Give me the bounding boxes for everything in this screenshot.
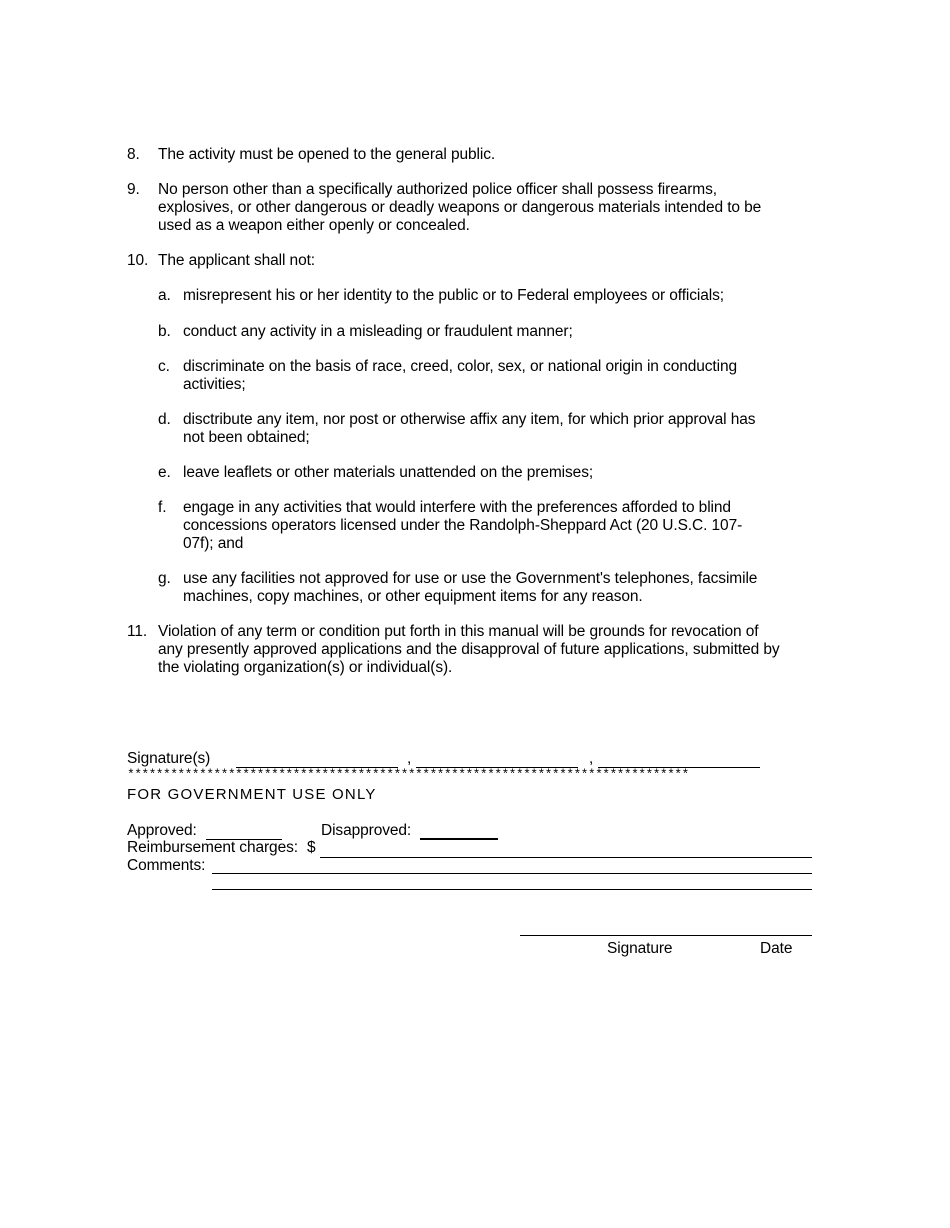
sub-item-letter: a. <box>158 287 171 304</box>
rule-item-9 <box>127 181 787 235</box>
sub-item-g <box>158 570 783 606</box>
comments-field-line-2[interactable] <box>212 889 812 890</box>
sub-item-letter: d. <box>158 411 171 428</box>
comments-label: Comments: <box>127 857 206 874</box>
reimbursement-field[interactable] <box>320 857 812 858</box>
currency-symbol: $ <box>307 839 316 856</box>
sub-item-text: conduct any activity in a misleading or fraudulent manner; <box>183 323 573 340</box>
rule-text: The activity must be opened to the general public. <box>158 146 496 163</box>
rule-number: 9. <box>127 181 140 198</box>
sub-item-b <box>158 323 808 341</box>
sub-item-text: discriminate on the basis of race, creed, color, sex, or national origin in conducting activities; <box>183 358 738 393</box>
signature-separator: , <box>589 750 594 767</box>
rule-text: Violation of any term or condition put forth in this manual will be grounds for revocation of any presently approved applications and the disapproval of future applications, submitted by the violating organization(s) or individual(s). <box>158 623 780 676</box>
signature-separator: , <box>407 750 412 767</box>
sub-item-d <box>158 411 768 447</box>
sub-item-a <box>158 287 808 305</box>
reimbursement-label: Reimbursement charges: <box>127 839 298 856</box>
sub-item-letter: b. <box>158 323 171 340</box>
government-use-heading: FOR GOVERNMENT USE ONLY <box>127 786 377 803</box>
rule-item-10 <box>127 252 807 270</box>
sub-item-e <box>158 464 808 482</box>
official-date-label: Date <box>760 940 793 957</box>
rule-item-8 <box>127 146 807 164</box>
sub-item-text: engage in any activities that would interfere with the preferences afforded to blind concessions operators licensed under the Randolph-Sheppard Act (20 U.S.C. 107-07f); and <box>183 499 743 552</box>
sub-item-letter: c. <box>158 358 170 375</box>
rule-text: The applicant shall not: <box>158 252 316 269</box>
sub-item-text: leave leaflets or other materials unattended on the premises; <box>183 464 594 481</box>
sub-item-letter: f. <box>158 499 167 516</box>
rule-number: 11. <box>127 623 148 640</box>
sub-item-c <box>158 358 768 394</box>
disapproved-label: Disapproved: <box>321 822 412 839</box>
sub-item-letter: e. <box>158 464 171 481</box>
official-signature-label: Signature <box>607 940 673 957</box>
sub-item-text: use any facilities not approved for use or use the Government's telephones, facsimile machines, copy machines, or other equipment items for any reason. <box>183 570 758 605</box>
rule-number: 8. <box>127 146 140 163</box>
approved-label: Approved: <box>127 822 197 839</box>
signature-label: Signature(s) <box>127 750 211 767</box>
sub-item-f <box>158 499 758 553</box>
comments-field-line-1[interactable] <box>212 873 812 874</box>
rule-item-11 <box>127 623 787 677</box>
rule-text: No person other than a specifically authorized police officer shall possess firearms, explosives, or other dangerous or deadly weapons or dangerous materials intended to be used as a weapon either openly or concealed. <box>158 181 762 234</box>
official-signature-line[interactable] <box>520 935 812 936</box>
disapproved-field[interactable] <box>420 838 498 840</box>
sub-item-text: misrepresent his or her identity to the public or to Federal employees or officials; <box>183 287 724 304</box>
rule-number: 10. <box>127 252 149 269</box>
asterisk-divider: ****************************************************************************** <box>127 767 689 782</box>
sub-item-text: disctribute any item, nor post or otherwise affix any item, for which prior approval has not been obtained; <box>183 411 756 446</box>
sub-item-letter: g. <box>158 570 171 587</box>
